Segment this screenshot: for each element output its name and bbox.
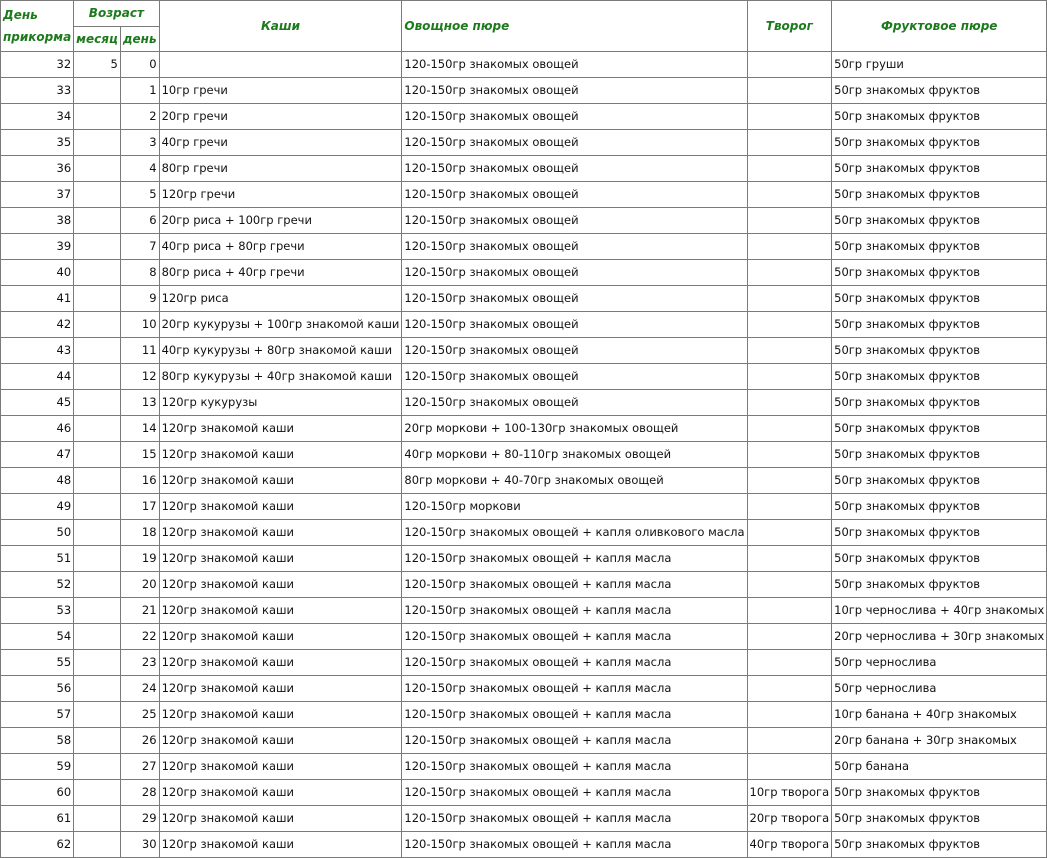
- feeding-day-cell[interactable]: 38: [1, 208, 74, 234]
- age-day-cell[interactable]: 0: [120, 52, 159, 78]
- vegetable-puree-cell[interactable]: 120-150гр знакомых овощей + капля масла: [402, 832, 747, 858]
- fruit-puree-cell[interactable]: 50гр знакомых фруктов: [832, 104, 1047, 130]
- age-day-cell[interactable]: 23: [120, 650, 159, 676]
- vegetable-puree-cell[interactable]: 120-150гр знакомых овощей + капля масла: [402, 754, 747, 780]
- cottage-cheese-cell[interactable]: [747, 156, 832, 182]
- age-month-cell[interactable]: [74, 208, 121, 234]
- cottage-cheese-cell[interactable]: [747, 52, 832, 78]
- feeding-day-cell[interactable]: 45: [1, 390, 74, 416]
- fruit-puree-cell[interactable]: 50гр знакомых фруктов: [832, 338, 1047, 364]
- fruit-puree-cell[interactable]: 50гр знакомых фруктов: [832, 156, 1047, 182]
- porridge-cell[interactable]: 80гр гречи: [159, 156, 402, 182]
- fruit-puree-cell[interactable]: 10гр чернослива + 40гр знакомых: [832, 598, 1047, 624]
- vegetable-puree-cell[interactable]: 40гр моркови + 80-110гр знакомых овощей: [402, 442, 747, 468]
- fruit-puree-cell[interactable]: 50гр банана: [832, 754, 1047, 780]
- age-day-cell[interactable]: 29: [120, 806, 159, 832]
- table-body: [1, 52, 1047, 858]
- porridge-cell[interactable]: 120гр знакомой каши: [159, 728, 402, 754]
- feeding-day-cell[interactable]: 35: [1, 130, 74, 156]
- fruit-puree-cell[interactable]: 50гр знакомых фруктов: [832, 442, 1047, 468]
- fruit-puree-cell[interactable]: 50гр знакомых фруктов: [832, 312, 1047, 338]
- fruit-puree-cell[interactable]: 50гр знакомых фруктов: [832, 806, 1047, 832]
- table-row: [1, 650, 1047, 676]
- age-day-cell[interactable]: 18: [120, 520, 159, 546]
- age-day-cell[interactable]: 15: [120, 442, 159, 468]
- header-cottage-cheese: Творог: [747, 1, 832, 52]
- vegetable-puree-cell[interactable]: 120-150гр знакомых овощей: [402, 104, 747, 130]
- vegetable-puree-cell[interactable]: 120-150гр знакомых овощей + капля масла: [402, 806, 747, 832]
- age-month-cell[interactable]: [74, 520, 121, 546]
- fruit-puree-cell[interactable]: 50гр чернослива: [832, 676, 1047, 702]
- cottage-cheese-cell[interactable]: [747, 104, 832, 130]
- porridge-cell[interactable]: 80гр кукурузы + 40гр знакомой каши: [159, 364, 402, 390]
- feeding-day-cell[interactable]: 61: [1, 806, 74, 832]
- porridge-cell[interactable]: 120гр знакомой каши: [159, 650, 402, 676]
- vegetable-puree-cell[interactable]: 120-150гр знакомых овощей: [402, 156, 747, 182]
- fruit-puree-cell[interactable]: 50гр груши: [832, 52, 1047, 78]
- vegetable-puree-cell[interactable]: 120-150гр знакомых овощей: [402, 390, 747, 416]
- vegetable-puree-cell[interactable]: 120-150гр знакомых овощей: [402, 338, 747, 364]
- feeding-day-cell[interactable]: 33: [1, 78, 74, 104]
- feeding-day-cell[interactable]: 58: [1, 728, 74, 754]
- age-day-cell[interactable]: 19: [120, 546, 159, 572]
- table-row: [1, 754, 1047, 780]
- fruit-puree-cell[interactable]: 50гр знакомых фруктов: [832, 78, 1047, 104]
- table-row: [1, 832, 1047, 858]
- age-month-cell[interactable]: [74, 364, 121, 390]
- age-month-cell[interactable]: [74, 832, 121, 858]
- vegetable-puree-cell[interactable]: 120-150гр знакомых овощей + капля масла: [402, 624, 747, 650]
- fruit-puree-cell[interactable]: 50гр знакомых фруктов: [832, 494, 1047, 520]
- cottage-cheese-cell[interactable]: [747, 546, 832, 572]
- age-day-cell[interactable]: 28: [120, 780, 159, 806]
- age-month-cell[interactable]: [74, 338, 121, 364]
- vegetable-puree-cell[interactable]: 120-150гр знакомых овощей + капля масла: [402, 780, 747, 806]
- age-month-cell[interactable]: [74, 234, 121, 260]
- porridge-cell[interactable]: 40гр риса + 80гр гречи: [159, 234, 402, 260]
- age-day-cell[interactable]: 13: [120, 390, 159, 416]
- cottage-cheese-cell[interactable]: 10гр творога: [747, 780, 832, 806]
- porridge-cell[interactable]: 120гр риса: [159, 286, 402, 312]
- age-month-cell[interactable]: 5: [74, 52, 121, 78]
- cottage-cheese-cell[interactable]: 20гр творога: [747, 806, 832, 832]
- table-row: [1, 208, 1047, 234]
- cottage-cheese-cell[interactable]: [747, 234, 832, 260]
- fruit-puree-cell[interactable]: 50гр знакомых фруктов: [832, 572, 1047, 598]
- table-row: [1, 468, 1047, 494]
- porridge-cell[interactable]: 20гр гречи: [159, 104, 402, 130]
- feeding-day-cell[interactable]: 54: [1, 624, 74, 650]
- table-row: [1, 520, 1047, 546]
- porridge-cell[interactable]: 20гр кукурузы + 100гр знакомой каши: [159, 312, 402, 338]
- fruit-puree-cell[interactable]: 50гр знакомых фруктов: [832, 468, 1047, 494]
- age-day-cell[interactable]: 6: [120, 208, 159, 234]
- age-month-cell[interactable]: [74, 130, 121, 156]
- vegetable-puree-cell[interactable]: 120-150гр знакомых овощей + капля масла: [402, 546, 747, 572]
- vegetable-puree-cell[interactable]: 120-150гр знакомых овощей + капля оливкового масла: [402, 520, 747, 546]
- vegetable-puree-cell[interactable]: 120-150гр знакомых овощей: [402, 78, 747, 104]
- age-day-cell[interactable]: 10: [120, 312, 159, 338]
- age-month-cell[interactable]: [74, 650, 121, 676]
- vegetable-puree-cell[interactable]: 120-150гр знакомых овощей: [402, 52, 747, 78]
- feeding-day-cell[interactable]: 49: [1, 494, 74, 520]
- cottage-cheese-cell[interactable]: [747, 312, 832, 338]
- age-day-cell[interactable]: 3: [120, 130, 159, 156]
- fruit-puree-cell[interactable]: 50гр знакомых фруктов: [832, 130, 1047, 156]
- feeding-day-cell[interactable]: 47: [1, 442, 74, 468]
- feeding-day-cell[interactable]: 44: [1, 364, 74, 390]
- header-porridge: Каши: [159, 1, 402, 52]
- feeding-day-cell[interactable]: 56: [1, 676, 74, 702]
- age-month-cell[interactable]: [74, 806, 121, 832]
- fruit-puree-cell[interactable]: 50гр знакомых фруктов: [832, 546, 1047, 572]
- age-day-cell[interactable]: 11: [120, 338, 159, 364]
- porridge-cell[interactable]: 120гр знакомой каши: [159, 780, 402, 806]
- age-month-cell[interactable]: [74, 728, 121, 754]
- vegetable-puree-cell[interactable]: 120-150гр знакомых овощей + капля масла: [402, 650, 747, 676]
- porridge-cell[interactable]: 120гр знакомой каши: [159, 572, 402, 598]
- table-row: [1, 780, 1047, 806]
- cottage-cheese-cell[interactable]: [747, 182, 832, 208]
- table-row: [1, 364, 1047, 390]
- table-row: [1, 338, 1047, 364]
- table-row: [1, 416, 1047, 442]
- cottage-cheese-cell[interactable]: [747, 208, 832, 234]
- vegetable-puree-cell[interactable]: 120-150гр знакомых овощей: [402, 260, 747, 286]
- table-row: [1, 234, 1047, 260]
- age-month-cell[interactable]: [74, 754, 121, 780]
- porridge-cell[interactable]: 10гр гречи: [159, 78, 402, 104]
- age-month-cell[interactable]: [74, 572, 121, 598]
- age-month-cell[interactable]: [74, 780, 121, 806]
- vegetable-puree-cell[interactable]: 80гр моркови + 40-70гр знакомых овощей: [402, 468, 747, 494]
- feeding-day-cell[interactable]: 41: [1, 286, 74, 312]
- vegetable-puree-cell[interactable]: 120-150гр знакомых овощей + капля масла: [402, 676, 747, 702]
- table-row: [1, 78, 1047, 104]
- feeding-day-cell[interactable]: 42: [1, 312, 74, 338]
- age-month-cell[interactable]: [74, 104, 121, 130]
- cottage-cheese-cell[interactable]: [747, 520, 832, 546]
- age-month-cell[interactable]: [74, 182, 121, 208]
- cottage-cheese-cell[interactable]: [747, 598, 832, 624]
- vegetable-puree-cell[interactable]: 120-150гр знакомых овощей + капля масла: [402, 598, 747, 624]
- age-day-cell[interactable]: 26: [120, 728, 159, 754]
- fruit-puree-cell[interactable]: 50гр знакомых фруктов: [832, 520, 1047, 546]
- age-month-cell[interactable]: [74, 468, 121, 494]
- feeding-day-cell[interactable]: 43: [1, 338, 74, 364]
- age-day-cell[interactable]: 25: [120, 702, 159, 728]
- cottage-cheese-cell[interactable]: [747, 494, 832, 520]
- age-day-cell[interactable]: 7: [120, 234, 159, 260]
- age-month-cell[interactable]: [74, 416, 121, 442]
- table-row: [1, 312, 1047, 338]
- porridge-cell[interactable]: 120гр знакомой каши: [159, 442, 402, 468]
- vegetable-puree-cell[interactable]: 120-150гр моркови: [402, 494, 747, 520]
- cottage-cheese-cell[interactable]: 40гр творога: [747, 832, 832, 858]
- fruit-puree-cell[interactable]: 50гр знакомых фруктов: [832, 390, 1047, 416]
- fruit-puree-cell[interactable]: 50гр знакомых фруктов: [832, 286, 1047, 312]
- feeding-day-cell[interactable]: 32: [1, 52, 74, 78]
- table-row: [1, 572, 1047, 598]
- header-fruit-puree: Фруктовое пюре: [832, 1, 1047, 52]
- age-day-cell[interactable]: 12: [120, 364, 159, 390]
- age-day-cell[interactable]: 5: [120, 182, 159, 208]
- feeding-day-cell[interactable]: 57: [1, 702, 74, 728]
- age-day-cell[interactable]: 14: [120, 416, 159, 442]
- vegetable-puree-cell[interactable]: 120-150гр знакомых овощей + капля масла: [402, 728, 747, 754]
- porridge-cell[interactable]: 120гр знакомой каши: [159, 754, 402, 780]
- table-row: [1, 546, 1047, 572]
- vegetable-puree-cell[interactable]: 120-150гр знакомых овощей: [402, 234, 747, 260]
- header-feeding-day: День прикорма: [1, 1, 74, 52]
- porridge-cell[interactable]: 120гр знакомой каши: [159, 494, 402, 520]
- cottage-cheese-cell[interactable]: [747, 624, 832, 650]
- vegetable-puree-cell[interactable]: 120-150гр знакомых овощей: [402, 208, 747, 234]
- header-age: Возраст: [74, 1, 159, 27]
- fruit-puree-cell[interactable]: 50гр знакомых фруктов: [832, 260, 1047, 286]
- header-month: месяц: [74, 27, 121, 52]
- feeding-day-cell[interactable]: 62: [1, 832, 74, 858]
- cottage-cheese-cell[interactable]: [747, 468, 832, 494]
- age-month-cell[interactable]: [74, 156, 121, 182]
- age-day-cell[interactable]: 16: [120, 468, 159, 494]
- age-day-cell[interactable]: 1: [120, 78, 159, 104]
- porridge-cell[interactable]: 120гр знакомой каши: [159, 468, 402, 494]
- fruit-puree-cell[interactable]: 50гр знакомых фруктов: [832, 182, 1047, 208]
- age-day-cell[interactable]: 17: [120, 494, 159, 520]
- table-row: [1, 702, 1047, 728]
- age-month-cell[interactable]: [74, 442, 121, 468]
- porridge-cell[interactable]: 120гр знакомой каши: [159, 806, 402, 832]
- cottage-cheese-cell[interactable]: [747, 130, 832, 156]
- header-vegetable-puree: Овощное пюре: [402, 1, 747, 52]
- vegetable-puree-cell[interactable]: 120-150гр знакомых овощей: [402, 364, 747, 390]
- age-day-cell[interactable]: 27: [120, 754, 159, 780]
- fruit-puree-cell[interactable]: 50гр знакомых фруктов: [832, 416, 1047, 442]
- table-row: [1, 182, 1047, 208]
- cottage-cheese-cell[interactable]: [747, 572, 832, 598]
- feeding-day-cell[interactable]: 53: [1, 598, 74, 624]
- feeding-day-cell[interactable]: 40: [1, 260, 74, 286]
- fruit-puree-cell[interactable]: 50гр знакомых фруктов: [832, 208, 1047, 234]
- table-row: [1, 286, 1047, 312]
- table-row: [1, 390, 1047, 416]
- vegetable-puree-cell[interactable]: 120-150гр знакомых овощей: [402, 182, 747, 208]
- table-row: [1, 52, 1047, 78]
- age-day-cell[interactable]: 20: [120, 572, 159, 598]
- feeding-day-cell[interactable]: 60: [1, 780, 74, 806]
- cottage-cheese-cell[interactable]: [747, 364, 832, 390]
- porridge-cell[interactable]: 120гр знакомой каши: [159, 546, 402, 572]
- feeding-day-cell[interactable]: 52: [1, 572, 74, 598]
- age-day-cell[interactable]: 4: [120, 156, 159, 182]
- age-day-cell[interactable]: 21: [120, 598, 159, 624]
- fruit-puree-cell[interactable]: 50гр знакомых фруктов: [832, 234, 1047, 260]
- cottage-cheese-cell[interactable]: [747, 702, 832, 728]
- cottage-cheese-cell[interactable]: [747, 754, 832, 780]
- age-month-cell[interactable]: [74, 702, 121, 728]
- table-row: [1, 494, 1047, 520]
- porridge-cell[interactable]: 120гр гречи: [159, 182, 402, 208]
- age-month-cell[interactable]: [74, 390, 121, 416]
- table-row: [1, 260, 1047, 286]
- age-month-cell[interactable]: [74, 78, 121, 104]
- feeding-day-cell[interactable]: 46: [1, 416, 74, 442]
- cottage-cheese-cell[interactable]: [747, 650, 832, 676]
- cottage-cheese-cell[interactable]: [747, 390, 832, 416]
- porridge-cell[interactable]: 40гр гречи: [159, 130, 402, 156]
- porridge-cell[interactable]: 120гр кукурузы: [159, 390, 402, 416]
- table-row: [1, 806, 1047, 832]
- porridge-cell[interactable]: 120гр знакомой каши: [159, 676, 402, 702]
- fruit-puree-cell[interactable]: 50гр знакомых фруктов: [832, 832, 1047, 858]
- fruit-puree-cell[interactable]: 20гр чернослива + 30гр знакомых: [832, 624, 1047, 650]
- cottage-cheese-cell[interactable]: [747, 78, 832, 104]
- age-month-cell[interactable]: [74, 546, 121, 572]
- age-month-cell[interactable]: [74, 598, 121, 624]
- age-day-cell[interactable]: 9: [120, 286, 159, 312]
- feeding-day-cell[interactable]: 51: [1, 546, 74, 572]
- age-month-cell[interactable]: [74, 676, 121, 702]
- porridge-cell[interactable]: 120гр знакомой каши: [159, 520, 402, 546]
- vegetable-puree-cell[interactable]: 120-150гр знакомых овощей: [402, 130, 747, 156]
- header-age-day: день: [120, 27, 159, 52]
- vegetable-puree-cell[interactable]: 120-150гр знакомых овощей: [402, 312, 747, 338]
- fruit-puree-cell[interactable]: 50гр чернослива: [832, 650, 1047, 676]
- table-row: [1, 104, 1047, 130]
- vegetable-puree-cell[interactable]: 120-150гр знакомых овощей + капля масла: [402, 572, 747, 598]
- fruit-puree-cell[interactable]: 20гр банана + 30гр знакомых: [832, 728, 1047, 754]
- age-day-cell[interactable]: 8: [120, 260, 159, 286]
- cottage-cheese-cell[interactable]: [747, 416, 832, 442]
- feeding-day-cell[interactable]: 55: [1, 650, 74, 676]
- age-day-cell[interactable]: 22: [120, 624, 159, 650]
- fruit-puree-cell[interactable]: 50гр знакомых фруктов: [832, 780, 1047, 806]
- age-month-cell[interactable]: [74, 286, 121, 312]
- table-row: [1, 130, 1047, 156]
- porridge-cell[interactable]: 20гр риса + 100гр гречи: [159, 208, 402, 234]
- age-day-cell[interactable]: 2: [120, 104, 159, 130]
- fruit-puree-cell[interactable]: 50гр знакомых фруктов: [832, 364, 1047, 390]
- cottage-cheese-cell[interactable]: [747, 728, 832, 754]
- porridge-cell[interactable]: 120гр знакомой каши: [159, 624, 402, 650]
- cottage-cheese-cell[interactable]: [747, 338, 832, 364]
- feeding-day-cell[interactable]: 36: [1, 156, 74, 182]
- table-row: [1, 442, 1047, 468]
- age-month-cell[interactable]: [74, 494, 121, 520]
- feeding-day-cell[interactable]: 59: [1, 754, 74, 780]
- age-day-cell[interactable]: 30: [120, 832, 159, 858]
- feeding-day-cell[interactable]: 48: [1, 468, 74, 494]
- fruit-puree-cell[interactable]: 10гр банана + 40гр знакомых: [832, 702, 1047, 728]
- feeding-day-cell[interactable]: 39: [1, 234, 74, 260]
- age-day-cell[interactable]: 24: [120, 676, 159, 702]
- cottage-cheese-cell[interactable]: [747, 286, 832, 312]
- porridge-cell[interactable]: 120гр знакомой каши: [159, 702, 402, 728]
- porridge-cell[interactable]: 80гр риса + 40гр гречи: [159, 260, 402, 286]
- table-row: [1, 728, 1047, 754]
- table-row: [1, 676, 1047, 702]
- porridge-cell[interactable]: 120гр знакомой каши: [159, 598, 402, 624]
- age-month-cell[interactable]: [74, 312, 121, 338]
- feeding-day-cell[interactable]: 37: [1, 182, 74, 208]
- age-month-cell[interactable]: [74, 260, 121, 286]
- vegetable-puree-cell[interactable]: 120-150гр знакомых овощей: [402, 286, 747, 312]
- vegetable-puree-cell[interactable]: 120-150гр знакомых овощей + капля масла: [402, 702, 747, 728]
- feeding-day-cell[interactable]: 50: [1, 520, 74, 546]
- table-row: [1, 598, 1047, 624]
- cottage-cheese-cell[interactable]: [747, 442, 832, 468]
- porridge-cell[interactable]: [159, 52, 402, 78]
- feeding-day-cell[interactable]: 34: [1, 104, 74, 130]
- porridge-cell[interactable]: 40гр кукурузы + 80гр знакомой каши: [159, 338, 402, 364]
- porridge-cell[interactable]: 120гр знакомой каши: [159, 832, 402, 858]
- cottage-cheese-cell[interactable]: [747, 676, 832, 702]
- table-row: [1, 156, 1047, 182]
- table-row: [1, 624, 1047, 650]
- cottage-cheese-cell[interactable]: [747, 260, 832, 286]
- porridge-cell[interactable]: 120гр знакомой каши: [159, 416, 402, 442]
- vegetable-puree-cell[interactable]: 20гр моркови + 100-130гр знакомых овощей: [402, 416, 747, 442]
- age-month-cell[interactable]: [74, 624, 121, 650]
